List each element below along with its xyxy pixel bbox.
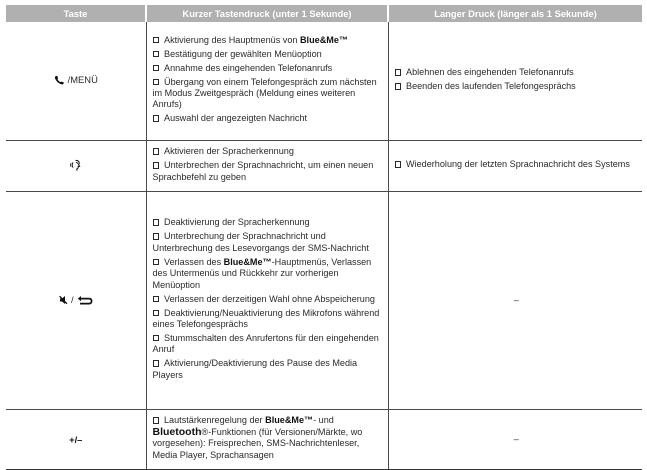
- list-item: Stummschalten des Anrufertons für den eingehenden Anruf: [152, 332, 379, 355]
- list-item: Verlassen der derzeitigen Wahl ohne Abspeicherung: [153, 294, 384, 305]
- key-cell: [6, 22, 146, 141]
- table-header-row: [6, 5, 642, 22]
- long-press-cell: [388, 22, 642, 141]
- checkbox-bullet-icon: [153, 417, 160, 424]
- list-item: Beenden des laufenden Telefongesprächs: [395, 81, 639, 92]
- key-separator: /: [70, 293, 74, 305]
- checkbox-bullet-icon: [153, 310, 160, 317]
- checkbox-bullet-icon: [153, 79, 160, 86]
- list-item: Verlassen des Blue&Me™-Hauptmenüs, Verlassen des Untermenüs und Rückkehr zur vorherigen Menüoption: [152, 256, 372, 290]
- checkbox-bullet-icon: [153, 37, 160, 44]
- checkbox-bullet-icon: [395, 161, 402, 168]
- long-press-cell: [388, 141, 642, 192]
- list-item: Ablehnen des eingehenden Telefonanrufs: [395, 67, 639, 78]
- list-item: Deaktivierung der Spracherkennung: [153, 217, 384, 228]
- header-short-press: Kurzer Tastendruck (unter 1 Sekunde): [146, 5, 388, 22]
- short-press-cell: [146, 410, 388, 470]
- header-key: Taste: [6, 5, 146, 22]
- key-cell: [6, 141, 146, 192]
- short-press-cell: [146, 22, 388, 141]
- list-item: Unterbrechen der Sprachnachricht, um einen neuen Sprachbefehl zu geben: [152, 160, 374, 182]
- table-row: [6, 141, 642, 192]
- back-arrow-icon: [77, 295, 93, 305]
- table-row: [6, 192, 642, 410]
- list-item: Annahme des eingehenden Telefonanrufs: [153, 63, 384, 74]
- checkbox-bullet-icon: [153, 115, 160, 122]
- checkbox-bullet-icon: [395, 83, 402, 90]
- key-label: /MENÜ: [67, 74, 98, 86]
- voice-recognition-icon: [69, 159, 83, 171]
- checkbox-bullet-icon: [153, 65, 160, 72]
- list-item: Aktivierung des Hauptmenüs von Blue&Me™: [153, 35, 384, 46]
- checkbox-bullet-icon: [153, 233, 160, 240]
- checkbox-bullet-icon: [153, 148, 160, 155]
- long-press-cell: [388, 410, 642, 470]
- phone-handset-icon: [54, 75, 65, 85]
- checkbox-bullet-icon: [153, 296, 160, 303]
- list-item: Lautstärkenregelung der Blue&Me™- und Bluetooth®-Funktionen (für Versionen/Märkte, wo vorgesehen): Freisprechen, SMS-Nachrichtenleser, Media Player, Sprachansagen: [152, 415, 363, 460]
- list-item: Wiederholung der letzten Sprachnachricht des Systems: [395, 159, 639, 170]
- checkbox-bullet-icon: [153, 51, 160, 58]
- long-press-none: –: [513, 433, 519, 444]
- list-item: Deaktivierung/Neuaktivierung des Mikrofons während eines Telefongesprächs: [152, 307, 380, 329]
- table-row: [6, 410, 642, 470]
- list-item: Bestätigung der gewählten Menüoption: [153, 49, 384, 60]
- checkbox-bullet-icon: [153, 360, 160, 367]
- mute-icon: [59, 295, 68, 305]
- long-press-none: –: [513, 294, 519, 305]
- key-cell: [6, 192, 146, 410]
- list-item: Auswahl der angezeigten Nachricht: [153, 113, 384, 124]
- list-item: Unterbrechung der Sprachnachricht und Unterbrechung des Lesevorgangs der SMS-Nachricht: [152, 231, 369, 253]
- header-long-press: Langer Druck (länger als 1 Sekunde): [388, 5, 642, 22]
- key-label: +/–: [69, 433, 83, 445]
- key-function-table: [6, 5, 642, 470]
- table-row: [6, 22, 642, 141]
- long-press-cell: [388, 192, 642, 410]
- checkbox-bullet-icon: [153, 335, 160, 342]
- key-cell: [6, 410, 146, 470]
- list-item: Aktivieren der Spracherkennung: [153, 146, 384, 157]
- list-item: Aktivierung/Deaktivierung des Pause des Media Players: [152, 358, 358, 380]
- checkbox-bullet-icon: [153, 162, 160, 169]
- checkbox-bullet-icon: [395, 69, 402, 76]
- checkbox-bullet-icon: [153, 219, 160, 226]
- checkbox-bullet-icon: [153, 259, 160, 266]
- short-press-cell: [146, 192, 388, 410]
- list-item: Übergang von einem Telefongespräch zum nächsten im Modus Zweitgespräch (Meldung eines weiteren Anrufs): [152, 76, 377, 110]
- short-press-cell: [146, 141, 388, 192]
